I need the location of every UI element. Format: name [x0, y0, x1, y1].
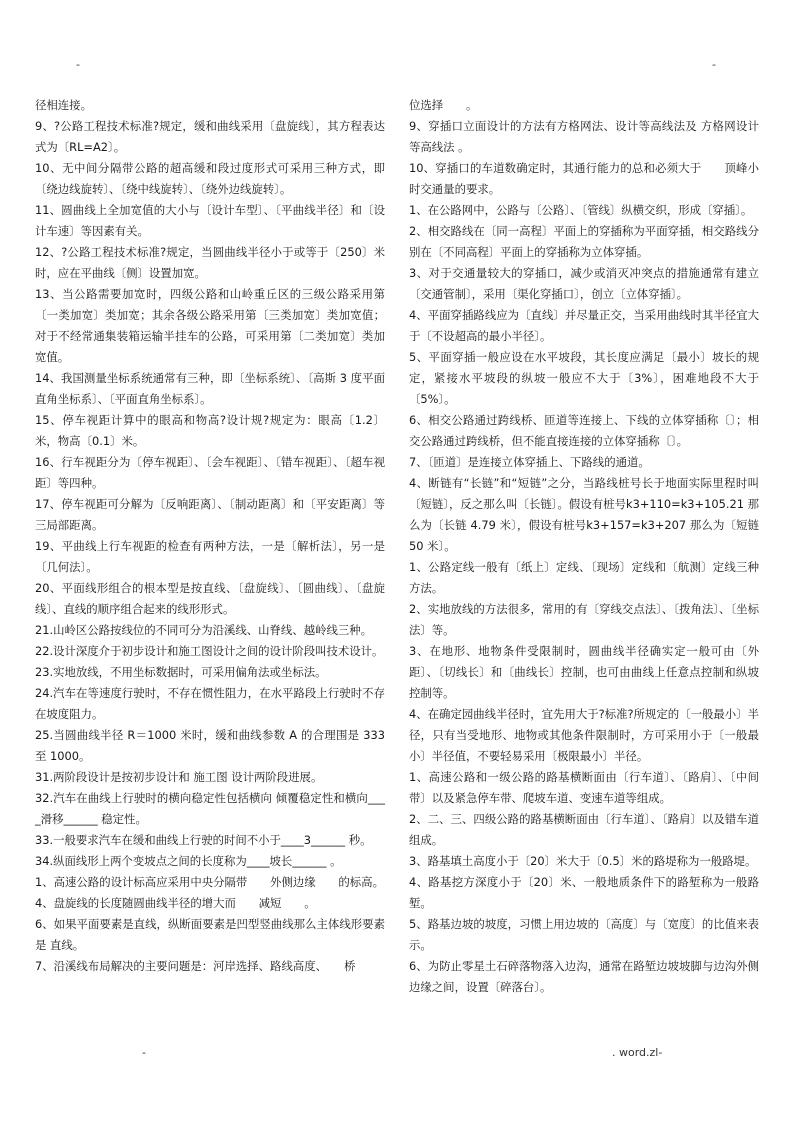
paragraph: 16、行车视距分为〔停车视距〕、〔会车视距〕、〔错车视距〕、〔超车视距〕等四种。	[35, 455, 385, 490]
paragraph: 4、平面穿插路线应为〔直线〕并尽量正交，当采用曲线时其半径宜大于〔不设超高的最小半径〕。	[409, 308, 759, 343]
paragraph: 9、?公路工程技术标准?规定，缓和曲线采用〔盘旋线〕，其方程表达式为〔RL=A2〕。	[35, 119, 385, 154]
paragraph: 22.设计深度介于初步设计和施工图设计之间的设计阶段叫技术设计。	[35, 644, 384, 658]
paragraph: 19、平曲线上行车视距的检查有两种方法，一是〔解析法〕，另一是〔几何法〕。	[35, 539, 385, 574]
paragraph: 3、对于交通量较大的穿插口，减少或消灭冲突点的措施通常有建立〔交通管制〕，采用〔渠化穿插口〕，创立〔立体穿插〕。	[409, 266, 759, 301]
left-column	[35, 95, 385, 977]
paragraph: 24.汽车在等速度行驶时，不存在惯性阻力，在水平路段上行驶时不存在坡度阻力。	[35, 686, 385, 721]
paragraph: 6、为防止零星土石碎落物落入边沟，通常在路堑边坡坡脚与边沟外侧边缘之间，设置〔碎落台〕。	[409, 959, 759, 994]
paragraph: 径相连接。	[35, 98, 92, 112]
footer-left-mark: -	[142, 1046, 146, 1059]
paragraph: 34.纵面线形上两个变坡点之间的长度称为____坡长______ 。	[35, 854, 342, 868]
paragraph: 23.实地放线，不用坐标数据时，可采用偏角法或坐标法。	[35, 665, 327, 679]
paragraph: 10、穿插口的车道数确定时，其通行能力的总和必须大于 顶峰小时交通量的要求。	[409, 161, 759, 196]
paragraph: 3、路基填土高度小于〔20〕米大于〔0.5〕米的路堤称为一般路堤。	[409, 854, 757, 868]
paragraph: 6、相交公路通过跨线桥、匝道等连接上、下线的立体穿插称〔〕；相交公路通过跨线桥，但不能直接连接的立体穿插称〔〕。	[409, 413, 759, 448]
paragraph: 7、沿溪线布局解决的主要问题是：河岸选择、路线高度、 桥	[35, 959, 356, 973]
paragraph: 14、我国测量坐标系统通常有三种，即〔坐标系统〕、〔高斯 3 度平面直角坐标系〕、〔平面直角坐标系〕。	[35, 371, 385, 406]
paragraph: 4、路基挖方深度小于〔20〕米、一般地质条件下的路堑称为一般路堑。	[409, 875, 759, 910]
header-left-mark: -	[76, 58, 80, 71]
paragraph: 25.当圆曲线半径 R＝1000 米时，缓和曲线参数 A 的合理围是 333 至 1000。	[35, 728, 385, 763]
paragraph: 31.两阶段设计是按初步设计和 施工图 设计两阶段进展。	[35, 770, 323, 784]
paragraph: 10、无中间分隔带公路的超高缓和段过度形式可采用三种方式，即〔绕边线旋转〕、〔绕中线旋转〕、〔绕外边线旋转〕。	[35, 161, 385, 196]
paragraph: 15、停车视距计算中的眼高和物高?设计规?规定为：眼高〔1.2〕米，物高〔0.1〕米。	[35, 413, 385, 448]
paragraph: 6、如果平面要素是直线，纵断面要素是凹型竖曲线那么主体线形要素是 直线。	[35, 917, 385, 952]
paragraph: 2、实地放线的方法很多，常用的有〔穿线交点法〕、〔拨角法〕、〔坐标法〕等。	[409, 602, 759, 637]
paragraph: 20、平面线形组合的根本型是按直线、〔盘旋线〕、〔圆曲线〕、〔盘旋线〕、直线的顺序组合起来的线形形式。	[35, 581, 385, 616]
paragraph: 12、?公路工程技术标准?规定，当圆曲线半径小于或等于〔250〕米时，应在平曲线〔侧〕设置加宽。	[35, 245, 385, 280]
paragraph: 33.一般要求汽车在缓和曲线上行驶的时间不小于____3______ 秒。	[35, 833, 372, 847]
paragraph: 2、相交路线在〔同一高程〕平面上的穿插称为平面穿插，相交路线分别在〔不同高程〕平面上的穿插称为立体穿插。	[409, 224, 759, 259]
paragraph: 4、断链有“长链”和“短链”之分，当路线桩号长于地面实际里程时叫〔短链〕，反之那么叫〔长链〕。假设有桩号k3+110=k3+105.21 那么为〔长链 4.79 米〕，假设有桩号k3+157=k3+207 那么为〔短链 50 米〕。	[409, 476, 759, 553]
paragraph: 13、当公路需要加宽时，四级公路和山岭重丘区的三级公路采用第〔一类加宽〕类加宽；其余各级公路采用第〔三类加宽〕类加宽值；对于不经常通集装箱运输半挂车的公路，可采用第〔二类加宽〕类加宽值。	[35, 287, 385, 364]
paragraph: 21.山岭区公路按线位的不同可分为沿溪线、山脊线、越岭线三种。	[35, 623, 373, 637]
footer-right-text: . word.zl-	[612, 1046, 663, 1059]
paragraph: 位选择 。	[409, 98, 478, 112]
paragraph: 3、在地形、地物条件受限制时，圆曲线半径确实定一般可由〔外距〕、〔切线长〕和〔曲线长〕控制，也可由曲线上任意点控制和纵坡控制等。	[409, 644, 759, 700]
paragraph: 5、路基边坡的坡度，习惯上用边坡的〔高度〕与〔宽度〕的比值来表示。	[409, 917, 759, 952]
paragraph: 4、盘旋线的长度随圆曲线半径的增大而 减短 。	[35, 896, 316, 910]
paragraph: 32.汽车在曲线上行驶时的横向稳定性包括横向 倾覆稳定性和横向____滑移______ 稳定性。	[35, 791, 385, 826]
paragraph: 17、停车视距可分解为〔反响距离〕、〔制动距离〕和〔平安距离〕等三局部距离。	[35, 497, 385, 532]
paragraph: 7、〔匝道〕是连接立体穿插上、下路线的通道。	[409, 455, 650, 469]
paragraph: 2、二、三、四级公路的路基横断面由〔行车道〕、〔路肩〕以及错车道组成。	[409, 812, 759, 847]
header-right-mark: -	[712, 58, 716, 71]
paragraph: 4、在确定园曲线半径时，宜先用大于?标准?所规定的〔一般最小〕半径，只有当受地形、地物或其他条件限制时，方可采用小于〔一般最小〕半径值，不要轻易采用〔极限最小〕半径。	[409, 707, 759, 763]
paragraph: 5、平面穿插一般应设在水平坡段，其长度应满足〔最小〕坡长的规定，紧接水平坡段的纵坡一般应不大于〔3%〕，困难地段不大于〔5%〕。	[409, 350, 759, 406]
paragraph: 9、穿插口立面设计的方法有方格网法、设计等高线法及 方格网设计等高线法 。	[409, 119, 759, 154]
paragraph: 1、在公路网中，公路与〔公路〕、〔管线〕纵横交织，形成〔穿插〕。	[409, 203, 753, 217]
paragraph: 1、高速公路的设计标高应采用中央分隔带 外侧边缘 的标高。	[35, 875, 384, 889]
paragraph: 1、公路定线一般有〔纸上〕定线、〔现场〕定线和〔航测〕定线三种方法。	[409, 560, 759, 595]
paragraph: 1、高速公路和一级公路的路基横断面由〔行车道〕、〔路肩〕、〔中间带〕以及紧急停车带、爬坡车道、变速车道等组成。	[409, 770, 759, 805]
right-column	[409, 95, 759, 998]
paragraph: 11、圆曲线上全加宽值的大小与〔设计车型〕、〔平曲线半径〕和〔设计车速〕等因素有关。	[35, 203, 385, 238]
